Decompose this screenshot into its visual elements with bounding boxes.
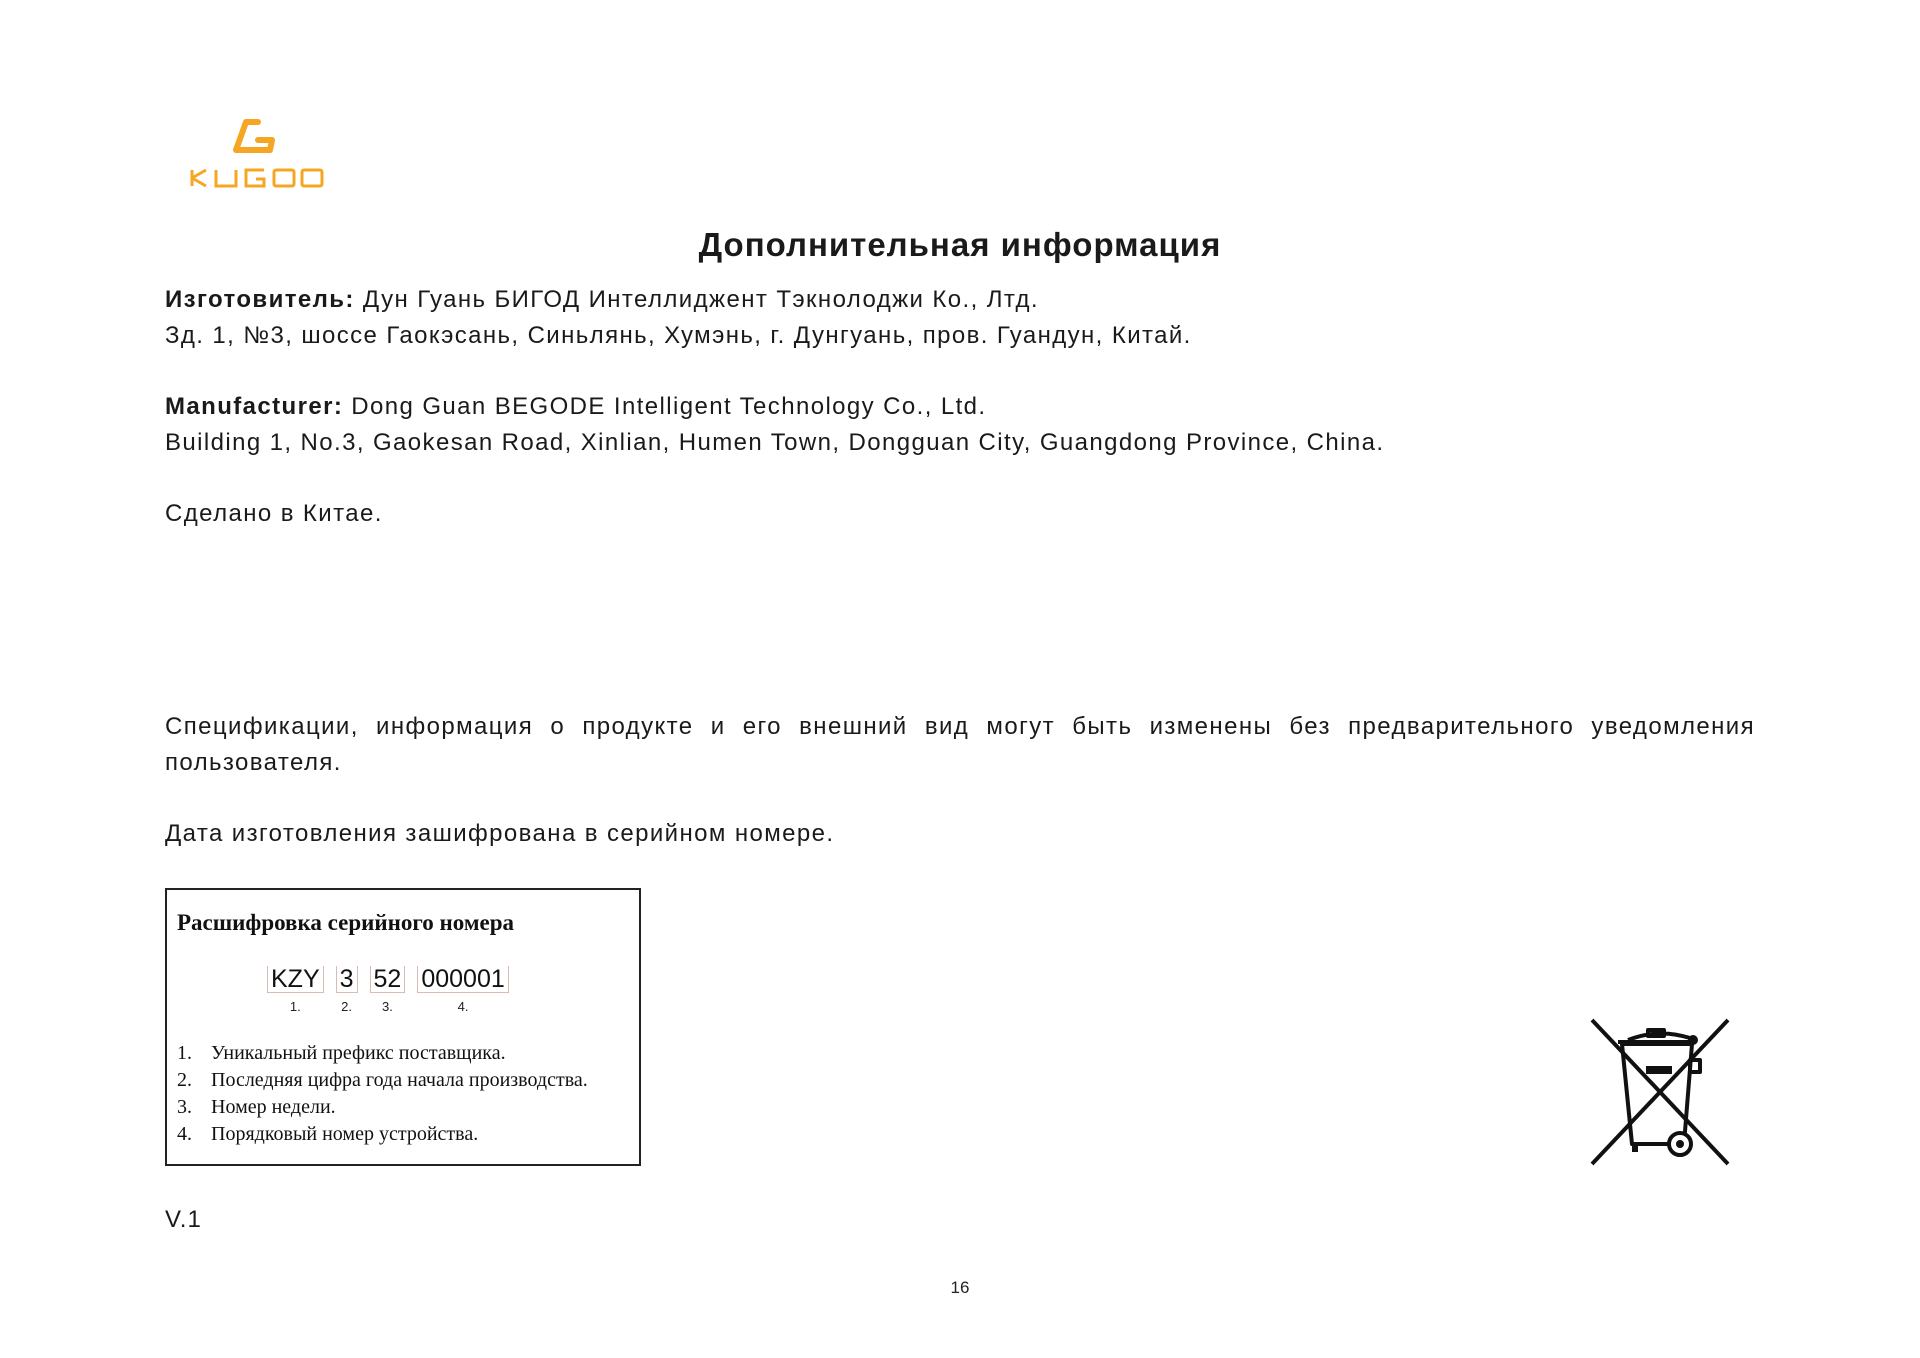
list-item-number: 1.	[177, 1042, 192, 1064]
list-item-number: 4.	[177, 1123, 192, 1145]
list-item-number: 2.	[177, 1069, 192, 1091]
spec-notice: Спецификации, информация о продукте и его внешний вид могут быть изменены без предварительного уведомления пользователя.	[165, 713, 1755, 776]
serial-segment	[267, 966, 324, 1014]
serial-segment-index: 4.	[457, 999, 469, 1014]
list-item	[177, 1067, 588, 1094]
serial-segment-value: 000001	[417, 966, 508, 993]
manufacturer-en	[165, 389, 1384, 461]
list-item	[177, 1094, 588, 1121]
made-in-text: Сделано в Китае.	[165, 500, 383, 527]
page-title: Дополнительная информация	[698, 226, 1222, 263]
serial-decoding-box	[165, 888, 641, 1166]
serial-segment	[336, 966, 358, 1014]
serial-segment-index: 2.	[341, 999, 352, 1014]
list-item-text: Номер недели.	[211, 1096, 336, 1118]
serial-decoding-title: Расшифровка серийного номера	[177, 910, 514, 935]
serial-segment-index: 3.	[382, 999, 393, 1014]
list-item	[177, 1121, 588, 1148]
crossed-out-wheelie-bin-icon	[1588, 1016, 1732, 1168]
list-item	[177, 1040, 588, 1067]
manufacturer-ru-label: Изготовитель:	[165, 286, 355, 313]
serial-segment	[370, 966, 406, 1014]
manufacturer-ru	[165, 282, 1192, 354]
serial-segment-value: 3	[336, 966, 358, 993]
manufacturer-ru-address: Зд. 1, №3, шоссе Гаокэсань, Синьлянь, Хумэнь, г. Дунгуань, пров. Гуандун, Китай.	[165, 322, 1192, 349]
serial-segment-value: KZY	[267, 966, 324, 993]
manufacturer-en-address: Building 1, No.3, Gaokesan Road, Xinlian, Humen Town, Dongguan City, Guangdong Province, China.	[165, 429, 1385, 456]
list-item-text: Порядковый номер устройства.	[211, 1123, 479, 1145]
page-number: 16	[950, 1278, 970, 1297]
serial-segment-value: 52	[370, 966, 406, 993]
version-label: V.1	[165, 1206, 202, 1233]
manufacturer-en-name: Dong Guan BEGODE Intelligent Technology Co., Ltd.	[343, 393, 987, 420]
date-notice: Дата изготовления зашифрована в серийном номере.	[165, 820, 835, 847]
list-item-text: Последняя цифра года начала производства.	[211, 1069, 588, 1091]
serial-segment	[417, 966, 508, 1014]
kugoo-logo-icon	[188, 112, 338, 192]
list-item-text: Уникальный префикс поставщика.	[211, 1042, 506, 1064]
manufacturer-en-label: Manufacturer:	[165, 393, 344, 420]
serial-segment-index: 1.	[289, 999, 301, 1014]
serial-decoding-list	[177, 1040, 588, 1148]
kugoo-logo	[188, 112, 338, 192]
serial-code-example	[267, 966, 509, 1014]
manufacturer-ru-name: Дун Гуань БИГОД Интеллиджент Тэкнолоджи Ко., Лтд.	[354, 286, 1039, 313]
list-item-number: 3.	[177, 1096, 192, 1118]
